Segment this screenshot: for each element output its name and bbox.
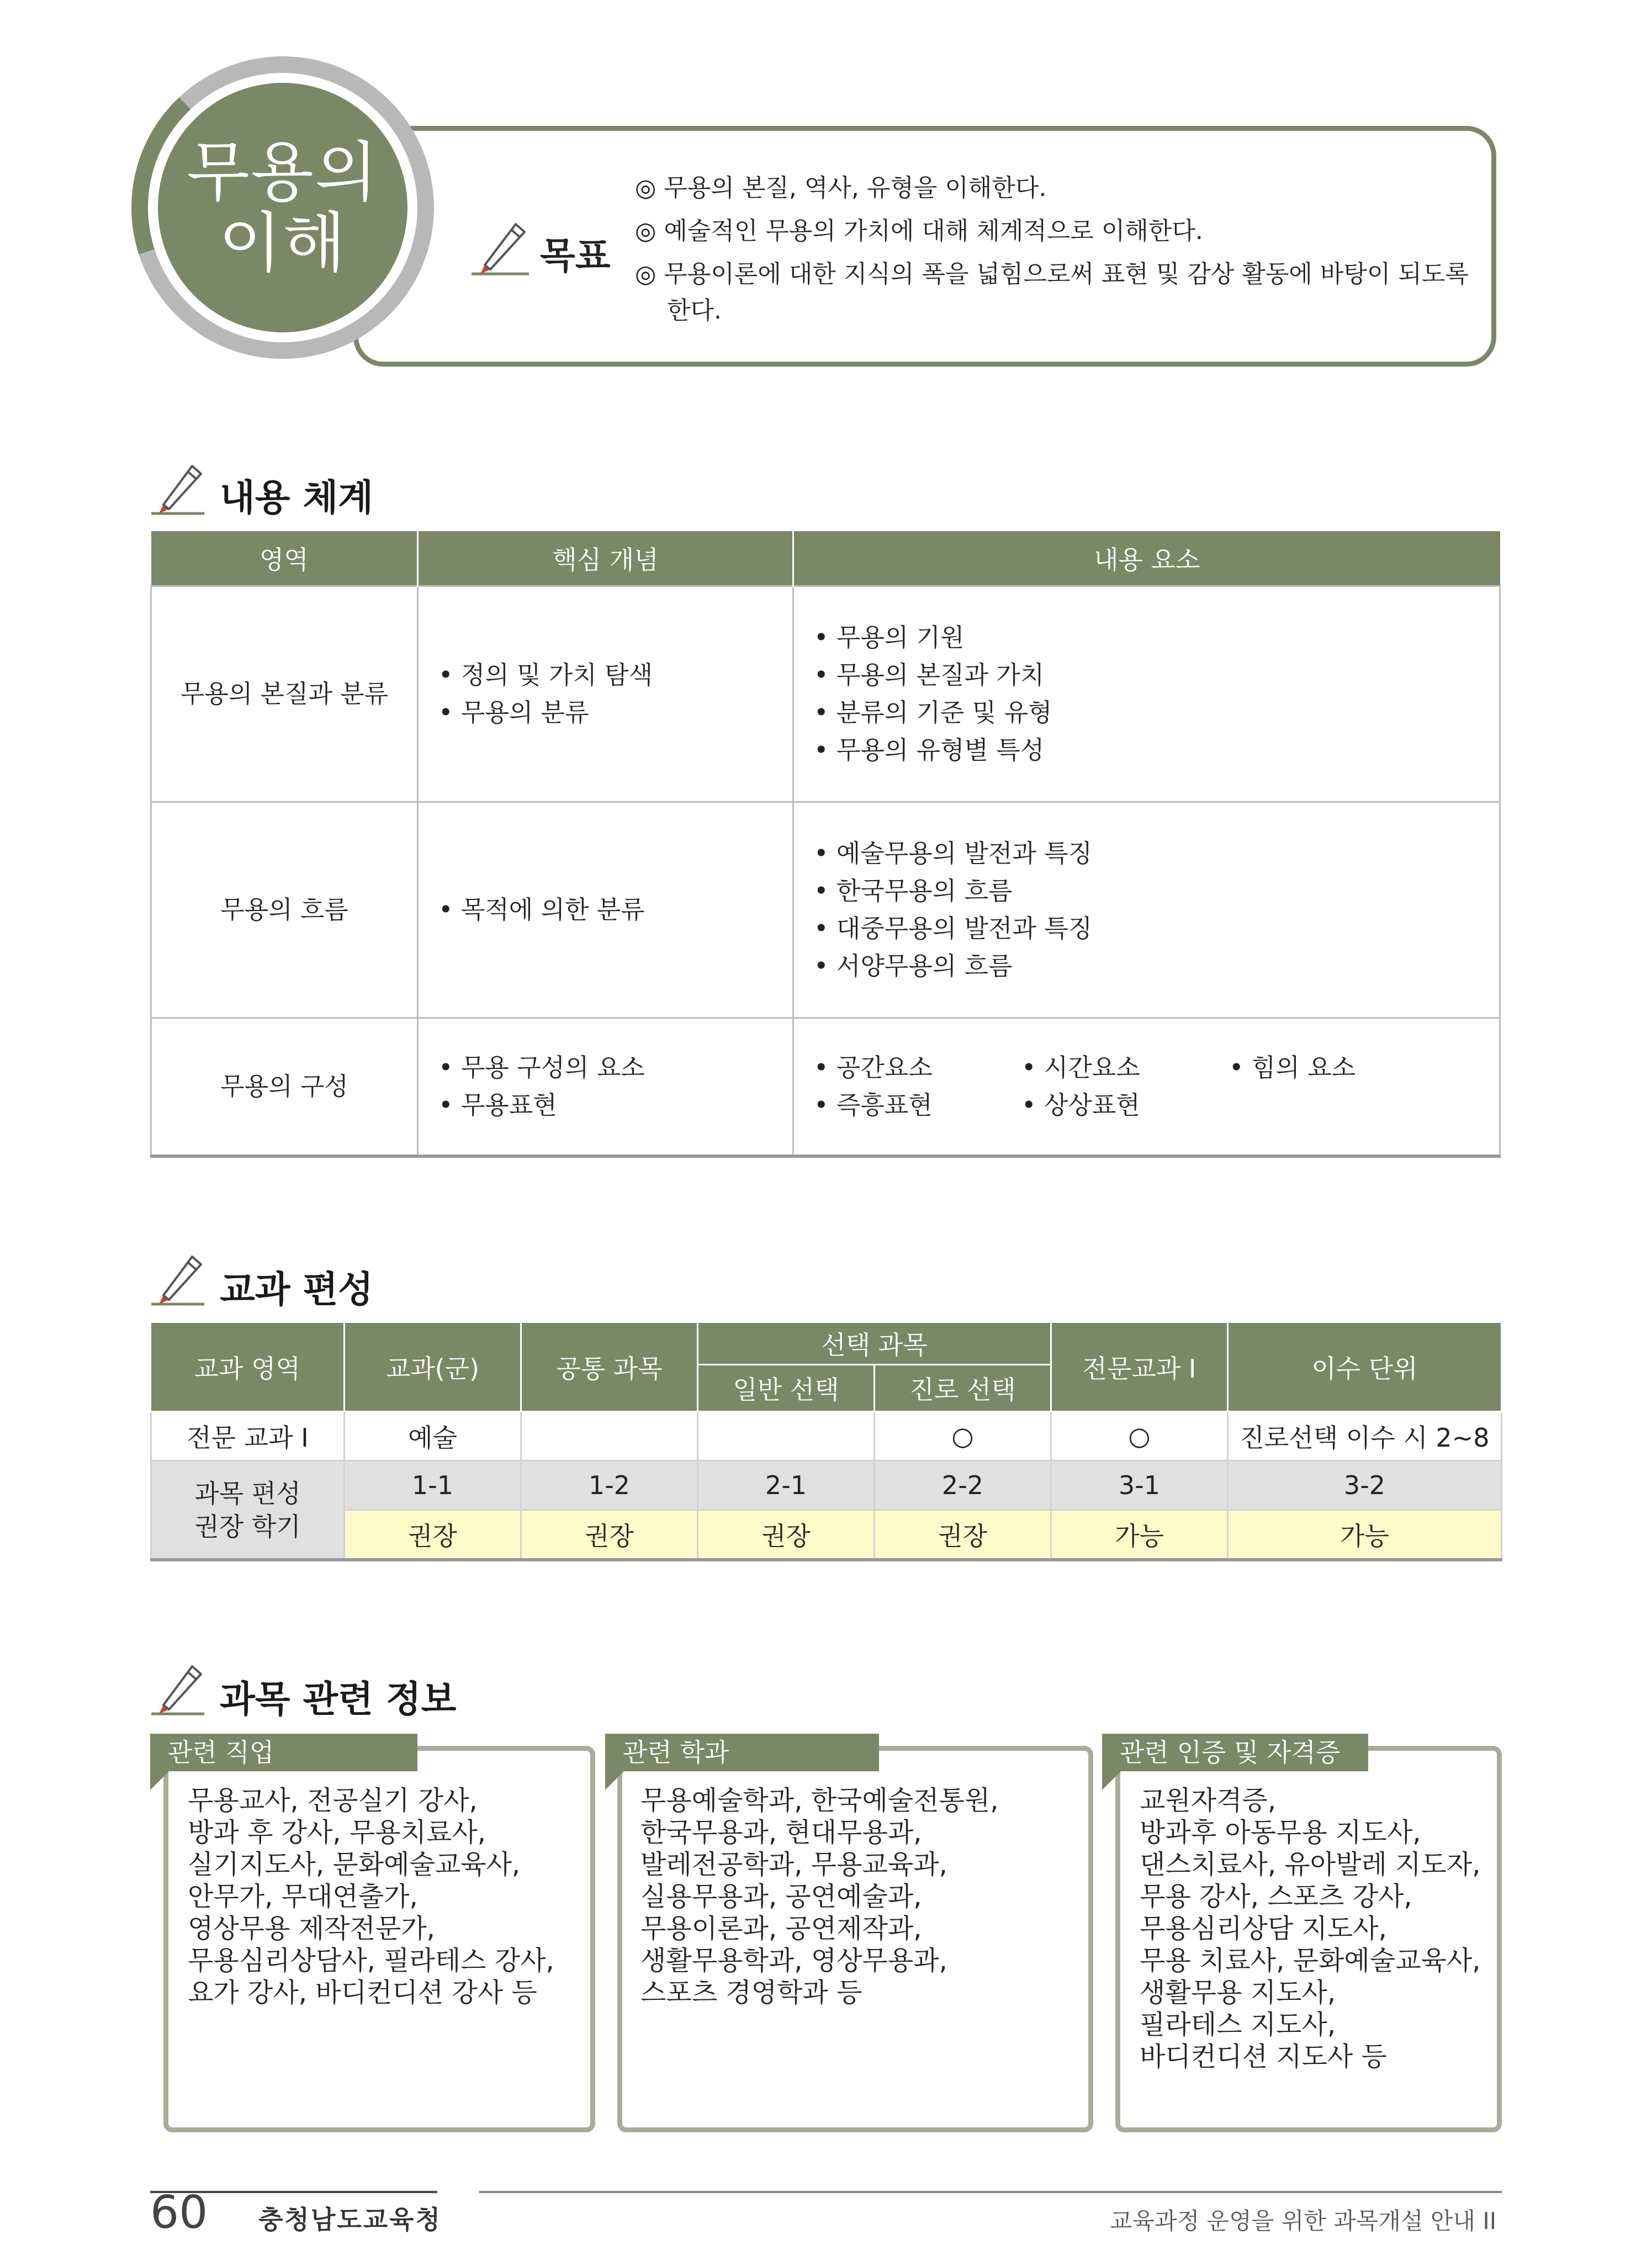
recommend-cell: 권장	[875, 1510, 1051, 1560]
table-cell	[521, 1412, 698, 1461]
chapter-title-line2: 이해	[219, 205, 347, 281]
element-cell	[793, 586, 1500, 802]
header-career: 진로 선택	[875, 1365, 1051, 1412]
element-item: • 서양무용의 흐름	[814, 951, 1013, 981]
pencil-icon	[149, 459, 206, 517]
footer-rule-right	[479, 2191, 1502, 2193]
core-cell	[418, 802, 793, 1018]
element-item: • 시간요소	[1021, 1053, 1140, 1082]
element-item: • 무용의 기원	[814, 623, 965, 652]
recommend-label	[151, 1461, 345, 1560]
page-number: 60	[150, 2186, 208, 2239]
recommend-cell: 가능	[1051, 1510, 1228, 1560]
core-cell	[418, 586, 793, 802]
element-cell	[793, 1018, 1500, 1157]
info-tab-certifications: 관련 인증 및 자격증	[1102, 1734, 1368, 1771]
info-tab-jobs: 관련 직업	[150, 1734, 417, 1771]
element-item: • 상상표현	[1021, 1090, 1140, 1120]
section-title-curriculum: 교과 편성	[220, 1268, 374, 1311]
element-item: • 힘의 요소	[1229, 1053, 1356, 1082]
tab-fold	[605, 1771, 624, 1790]
element-item: • 분류의 기준 및 유형	[814, 698, 1052, 727]
element-item: • 공간요소	[814, 1053, 933, 1082]
core-item: • 무용의 분류	[438, 698, 589, 727]
core-item: • 정의 및 가치 탐색	[438, 660, 653, 690]
recommend-cell: 가능	[1228, 1510, 1502, 1560]
pencil-icon	[149, 1250, 206, 1307]
semester-cell: 3-2	[1228, 1461, 1502, 1510]
table-row	[151, 1412, 1502, 1461]
core-item: • 무용표현	[438, 1090, 557, 1120]
table-row	[151, 586, 1500, 802]
table-cell: ○	[1051, 1412, 1228, 1461]
header-general: 일반 선택	[698, 1365, 875, 1412]
element-item: • 무용의 본질과 가치	[814, 660, 1045, 690]
area-cell: 무용의 흐름	[151, 802, 418, 1018]
info-tab-departments: 관련 학과	[605, 1734, 879, 1771]
area-cell: 무용의 본질과 분류	[151, 586, 418, 802]
column-header: 내용 요소	[793, 531, 1500, 586]
goal-item: ◎ 예술적인 무용의 가치에 대해 체계적으로 이해한다.	[635, 217, 1203, 245]
column-header: 핵심 개념	[418, 531, 793, 586]
content-system-table	[150, 531, 1501, 1158]
header-credits: 이수 단위	[1228, 1323, 1502, 1412]
footer-org: 충청남도교육청	[258, 2205, 442, 2234]
header-area: 교과 영역	[151, 1323, 345, 1412]
header-specialized: 전문교과 I	[1051, 1323, 1228, 1412]
core-item: • 목적에 의한 분류	[438, 895, 645, 924]
element-item: • 한국무용의 흐름	[814, 876, 1013, 906]
element-item: • 대중무용의 발전과 특징	[814, 914, 1093, 943]
goal-list	[635, 170, 1474, 336]
header-subject-group: 교과(군)	[345, 1323, 521, 1412]
semester-cell: 2-2	[875, 1461, 1051, 1510]
semester-cell: 1-1	[345, 1461, 521, 1510]
semester-cell: 3-1	[1051, 1461, 1228, 1510]
table-row	[151, 1018, 1500, 1157]
footer-doc-title: 교육과정 운영을 위한 과목개설 안내 II	[1110, 2207, 1497, 2234]
info-text-certifications: 교원자격증, 방과후 아동무용 지도사, 댄스치료사, 유아발레 지도자, 무용 강사, 스포츠 강사, 무용심리상담 지도사, 무용 치료사, 문화예술교육사, 생활무용 지도사, 필라테스 지도사, 바디컨디션 지도사 등	[1140, 1785, 1481, 2072]
semester-cell: 2-1	[698, 1461, 875, 1510]
table-row-recommend	[151, 1510, 1502, 1560]
element-item: • 즉흥표현	[814, 1090, 933, 1120]
chapter-title	[158, 83, 407, 332]
tab-fold	[150, 1771, 169, 1790]
table-cell: 예술	[345, 1412, 521, 1461]
column-header: 영역	[151, 531, 418, 586]
curriculum-table	[150, 1323, 1501, 1561]
core-item: • 무용 구성의 요소	[438, 1053, 645, 1082]
recommend-cell: 권장	[698, 1510, 875, 1560]
recommend-label-line1: 과목 편성	[194, 1478, 301, 1508]
header-elective: 선택 과목	[698, 1323, 1051, 1365]
header-common: 공통 과목	[521, 1323, 698, 1412]
pencil-icon	[149, 1660, 206, 1717]
table-cell: ○	[875, 1412, 1051, 1461]
table-cell: 전문 교과 I	[151, 1412, 345, 1461]
table-cell: 진로선택 이수 시 2~8	[1228, 1412, 1502, 1461]
recommend-label-line2: 권장 학기	[194, 1511, 301, 1542]
area-cell: 무용의 구성	[151, 1018, 418, 1157]
element-item: • 무용의 유형별 특성	[814, 735, 1045, 765]
element-cell	[793, 802, 1500, 1018]
recommend-cell: 권장	[345, 1510, 521, 1560]
recommend-cell: 권장	[521, 1510, 698, 1560]
core-cell	[418, 1018, 793, 1157]
goal-item: ◎ 무용이론에 대한 지식의 폭을 넓힘으로써 표현 및 감상 활동에 바탕이 되도록 한다.	[635, 260, 1469, 325]
section-title-content-system: 내용 체계	[220, 476, 374, 519]
goal-label: 목표	[540, 235, 611, 277]
tab-fold	[1102, 1771, 1121, 1790]
table-row	[151, 802, 1500, 1018]
table-cell	[698, 1412, 875, 1461]
element-item: • 예술무용의 발전과 특징	[814, 839, 1093, 868]
info-text-jobs: 무용교사, 전공실기 강사, 방과 후 강사, 무용치료사, 실기지도사, 문화예술교육사, 안무가, 무대연출가, 영상무용 제작전문가, 무용심리상담사, 필라테스 강사, 요가 강사, 바디컨디션 강사 등	[188, 1785, 554, 2008]
goal-item: ◎ 무용의 본질, 역사, 유형을 이해한다.	[635, 174, 1047, 202]
chapter-title-line1: 무용의	[187, 134, 379, 210]
table-row-semesters	[151, 1461, 1502, 1510]
section-title-related-info: 과목 관련 정보	[220, 1678, 457, 1720]
semester-cell: 1-2	[521, 1461, 698, 1510]
info-text-departments: 무용예술학과, 한국예술전통원, 한국무용과, 현대무용과, 발레전공학과, 무용교육과, 실용무용과, 공연예술과, 무용이론과, 공연제작과, 생활무용학과, 영상무용과, 스포츠 경영학과 등	[640, 1785, 999, 2008]
pencil-icon	[468, 216, 532, 277]
